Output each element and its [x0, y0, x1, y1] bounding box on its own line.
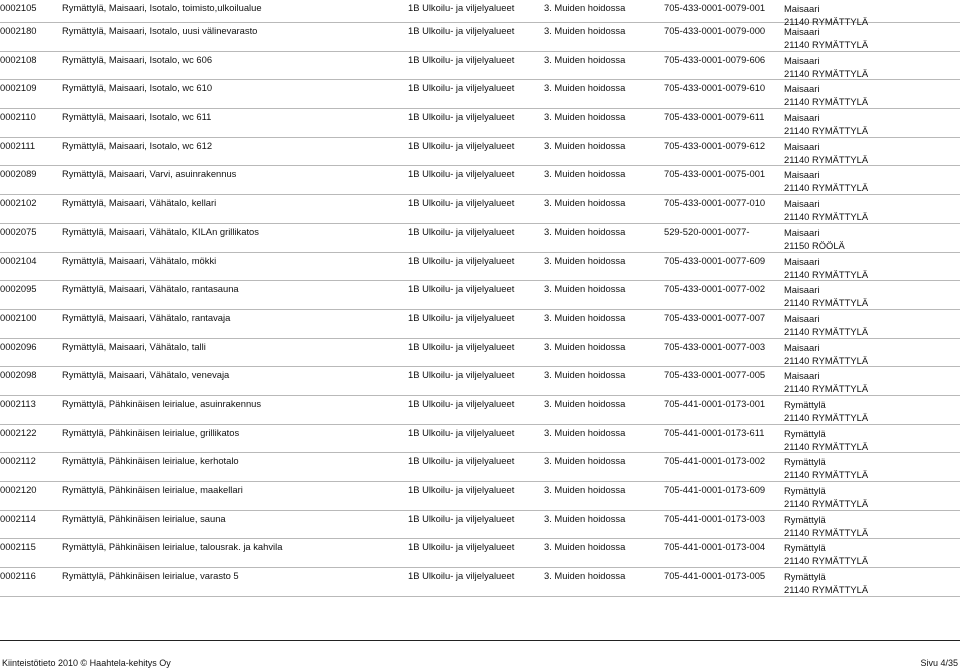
- property-code: 705-433-0001-0079-611: [664, 111, 765, 123]
- property-code: 705-433-0001-0079-610: [664, 82, 766, 94]
- property-class: 1B Ulkoilu- ja viljelyalueet: [408, 168, 515, 180]
- maintenance-status: 3. Muiden hoidossa: [544, 82, 626, 94]
- property-class: 1B Ulkoilu- ja viljelyalueet: [408, 369, 515, 381]
- maintenance-status: 3. Muiden hoidossa: [544, 283, 626, 295]
- table-row: [0, 425, 960, 454]
- property-code: 705-441-0001-0173-005: [664, 570, 766, 582]
- property-name: Rymättylä, Pähkinäisen leirialue, talousrak. ja kahvila: [62, 541, 283, 553]
- table-row: [0, 80, 960, 109]
- table-row: [0, 310, 960, 339]
- address-street: Rymättylä: [784, 427, 826, 439]
- table-row: [0, 195, 960, 224]
- property-code: 705-433-0001-0079-606: [664, 53, 766, 65]
- property-code: 705-441-0001-0173-611: [664, 426, 765, 438]
- maintenance-status: 3. Muiden hoidossa: [544, 311, 626, 323]
- property-class: 1B Ulkoilu- ja viljelyalueet: [408, 397, 515, 409]
- property-class: 1B Ulkoilu- ja viljelyalueet: [408, 570, 515, 582]
- property-code: 705-433-0001-0077-003: [664, 340, 766, 352]
- address-street: Maisaari: [784, 370, 820, 382]
- property-name: Rymättylä, Maisaari, Vähätalo, venevaja: [62, 369, 230, 381]
- property-class: 1B Ulkoilu- ja viljelyalueet: [408, 484, 515, 495]
- property-address: [784, 197, 868, 223]
- property-id: 0002180: [0, 25, 37, 36]
- address-street: Maisaari: [784, 3, 820, 14]
- table-row: [0, 166, 960, 195]
- property-address: [784, 54, 868, 80]
- property-class: 1B Ulkoilu- ja viljelyalueet: [408, 25, 515, 36]
- property-name: Rymättylä, Pähkinäisen leirialue, asuinrakennus: [62, 397, 262, 409]
- property-id: 0002115: [0, 541, 36, 553]
- table-row: [0, 23, 960, 52]
- property-id: 0002108: [0, 53, 37, 65]
- address-street: Maisaari: [784, 312, 820, 324]
- property-address: [784, 484, 868, 510]
- address-street: Maisaari: [784, 341, 820, 353]
- address-street: Rymättylä: [784, 485, 826, 496]
- address-street: Maisaari: [784, 169, 820, 181]
- address-street: Maisaari: [784, 140, 820, 152]
- property-address: [784, 398, 868, 424]
- address-postal: 21140 RYMÄTTYLÄ: [784, 440, 869, 452]
- property-address: [784, 341, 868, 367]
- maintenance-status: 3. Muiden hoidossa: [544, 512, 626, 524]
- address-postal: 21140 RYMÄTTYLÄ: [784, 211, 869, 223]
- property-id: 0002095: [0, 283, 37, 295]
- property-name: Rymättylä, Maisaari, Isotalo, wc 611: [62, 111, 212, 123]
- property-class: 1B Ulkoilu- ja viljelyalueet: [408, 455, 515, 467]
- table-row: [0, 539, 960, 568]
- property-id: 0002075: [0, 225, 37, 237]
- property-id: 0002110: [0, 111, 36, 123]
- maintenance-status: 3. Muiden hoidossa: [544, 139, 626, 151]
- property-address: [784, 111, 868, 137]
- table-row: [0, 339, 960, 368]
- property-name: Rymättylä, Maisaari, Varvi, asuinrakennus: [62, 168, 237, 180]
- address-postal: 21140 RYMÄTTYLÄ: [784, 297, 869, 309]
- maintenance-status: 3. Muiden hoidossa: [544, 369, 626, 381]
- address-street: Rymättylä: [784, 398, 826, 410]
- table-row: [0, 253, 960, 282]
- table-row: [0, 396, 960, 425]
- address-postal: 21140 RYMÄTTYLÄ: [784, 584, 869, 596]
- property-code: 705-433-0001-0079-001: [664, 2, 766, 13]
- maintenance-status: 3. Muiden hoidossa: [544, 426, 626, 438]
- address-street: Maisaari: [784, 255, 820, 267]
- property-code: 705-441-0001-0173-001: [664, 397, 766, 409]
- address-postal: 21140 RYMÄTTYLÄ: [784, 182, 869, 194]
- table-row: [0, 138, 960, 167]
- property-class: 1B Ulkoilu- ja viljelyalueet: [408, 139, 515, 151]
- maintenance-status: 3. Muiden hoidossa: [544, 397, 626, 409]
- property-class: 1B Ulkoilu- ja viljelyalueet: [408, 283, 515, 295]
- property-code: 705-433-0001-0077-002: [664, 283, 766, 295]
- property-code: 705-441-0001-0173-002: [664, 455, 766, 467]
- property-id: 0002114: [0, 512, 36, 524]
- property-address: [784, 140, 868, 166]
- property-class: 1B Ulkoilu- ja viljelyalueet: [408, 82, 515, 94]
- property-address: [784, 513, 868, 539]
- property-class: 1B Ulkoilu- ja viljelyalueet: [408, 197, 515, 209]
- property-address: [784, 168, 868, 194]
- property-id: 0002100: [0, 311, 37, 323]
- property-name: Rymättylä, Maisaari, Isotalo, toimisto,ulkoilualue: [62, 2, 262, 13]
- address-postal: 21140 RYMÄTTYLÄ: [784, 67, 869, 79]
- property-class: 1B Ulkoilu- ja viljelyalueet: [408, 225, 515, 237]
- address-postal: 21140 RYMÄTTYLÄ: [784, 16, 869, 27]
- property-id: 0002102: [0, 197, 37, 209]
- property-address: [784, 455, 868, 481]
- property-name: Rymättylä, Pähkinäisen leirialue, kerhotalo: [62, 455, 239, 467]
- maintenance-status: 3. Muiden hoidossa: [544, 111, 626, 123]
- address-postal: 21140 RYMÄTTYLÄ: [784, 325, 869, 337]
- footer-copyright: Kiinteistötieto 2010 © Haahtela-kehitys Oy: [2, 658, 171, 668]
- address-street: Maisaari: [784, 83, 820, 95]
- address-postal: 21140 RYMÄTTYLÄ: [784, 96, 869, 108]
- property-name: Rymättylä, Maisaari, Vähätalo, kellari: [62, 197, 217, 209]
- table-row: [0, 482, 960, 511]
- property-class: 1B Ulkoilu- ja viljelyalueet: [408, 340, 515, 352]
- property-code: 705-433-0001-0077-609: [664, 254, 766, 266]
- property-id: 0002112: [0, 455, 36, 467]
- property-class: 1B Ulkoilu- ja viljelyalueet: [408, 111, 515, 123]
- property-name: Rymättylä, Maisaari, Isotalo, wc 612: [62, 139, 213, 151]
- address-street: Rymättylä: [784, 542, 826, 554]
- property-id: 0002104: [0, 254, 37, 266]
- property-id: 0002105: [0, 2, 37, 13]
- page-number: Sivu 4/35: [920, 658, 958, 668]
- property-class: 1B Ulkoilu- ja viljelyalueet: [408, 311, 515, 323]
- property-class: 1B Ulkoilu- ja viljelyalueet: [408, 426, 515, 438]
- address-postal: 21140 RYMÄTTYLÄ: [784, 555, 869, 567]
- property-id: 0002109: [0, 82, 37, 94]
- maintenance-status: 3. Muiden hoidossa: [544, 455, 626, 467]
- property-class: 1B Ulkoilu- ja viljelyalueet: [408, 254, 515, 266]
- property-name: Rymättylä, Pähkinäisen leirialue, maakellari: [62, 484, 243, 495]
- property-class: 1B Ulkoilu- ja viljelyalueet: [408, 2, 515, 13]
- address-postal: 21140 RYMÄTTYLÄ: [784, 526, 869, 538]
- address-postal: 21140 RYMÄTTYLÄ: [784, 125, 869, 137]
- property-code: 529-520-0001-0077-: [664, 225, 750, 237]
- property-id: 0002098: [0, 369, 37, 381]
- table-row: [0, 453, 960, 482]
- property-id: 0002096: [0, 340, 37, 352]
- property-code: 705-433-0001-0077-010: [664, 197, 766, 209]
- property-name: Rymättylä, Maisaari, Isotalo, wc 610: [62, 82, 213, 94]
- property-name: Rymättylä, Pähkinäisen leirialue, grillikatos: [62, 426, 240, 438]
- maintenance-status: 3. Muiden hoidossa: [544, 541, 626, 553]
- property-code: 705-441-0001-0173-609: [664, 484, 766, 495]
- property-name: Rymättylä, Pähkinäisen leirialue, varasto 5: [62, 570, 239, 582]
- maintenance-status: 3. Muiden hoidossa: [544, 2, 626, 13]
- property-code: 705-433-0001-0075-001: [664, 168, 766, 180]
- property-code: 705-441-0001-0173-003: [664, 512, 766, 524]
- address-street: Maisaari: [784, 54, 820, 66]
- address-street: Rymättylä: [784, 571, 826, 583]
- address-street: Rymättylä: [784, 456, 826, 468]
- property-address: [784, 570, 868, 596]
- address-postal: 21140 RYMÄTTYLÄ: [784, 383, 869, 395]
- maintenance-status: 3. Muiden hoidossa: [544, 197, 626, 209]
- property-id: 0002120: [0, 484, 37, 495]
- property-name: Rymättylä, Maisaari, Vähätalo, mökki: [62, 254, 217, 266]
- maintenance-status: 3. Muiden hoidossa: [544, 225, 626, 237]
- property-address: [784, 283, 868, 309]
- table-row: [0, 511, 960, 540]
- property-code: 705-433-0001-0077-005: [664, 369, 766, 381]
- property-address: [784, 226, 845, 252]
- property-name: Rymättylä, Pähkinäisen leirialue, sauna: [62, 512, 226, 524]
- property-address: [784, 25, 868, 51]
- maintenance-status: 3. Muiden hoidossa: [544, 254, 626, 266]
- table-row: [0, 568, 960, 597]
- property-id: 0002116: [0, 570, 36, 582]
- property-code: 705-433-0001-0079-612: [664, 139, 766, 151]
- property-code: 705-441-0001-0173-004: [664, 541, 766, 553]
- property-id: 0002122: [0, 426, 37, 438]
- property-address: [784, 82, 868, 108]
- table-row: [0, 109, 960, 138]
- page-footer: [0, 640, 960, 668]
- address-postal: 21140 RYMÄTTYLÄ: [784, 268, 869, 280]
- property-id: 0002089: [0, 168, 37, 180]
- property-name: Rymättylä, Maisaari, Vähätalo, KILAn grillikatos: [62, 225, 259, 237]
- address-postal: 21140 RYMÄTTYLÄ: [784, 469, 869, 481]
- property-name: Rymättylä, Maisaari, Vähätalo, rantavaja: [62, 311, 231, 323]
- property-name: Rymättylä, Maisaari, Vähätalo, talli: [62, 340, 206, 352]
- address-postal: 21140 RYMÄTTYLÄ: [784, 411, 869, 423]
- property-address: [784, 541, 868, 567]
- maintenance-status: 3. Muiden hoidossa: [544, 340, 626, 352]
- property-address: [784, 312, 868, 338]
- maintenance-status: 3. Muiden hoidossa: [544, 570, 626, 582]
- address-street: Maisaari: [784, 226, 820, 238]
- address-postal: 21140 RYMÄTTYLÄ: [784, 354, 869, 366]
- property-class: 1B Ulkoilu- ja viljelyalueet: [408, 53, 515, 65]
- property-code: 705-433-0001-0077-007: [664, 311, 766, 323]
- property-name: Rymättylä, Maisaari, Isotalo, wc 606: [62, 53, 213, 65]
- address-postal: 21140 RYMÄTTYLÄ: [784, 498, 869, 509]
- property-address: [784, 369, 868, 395]
- address-street: Maisaari: [784, 198, 820, 210]
- property-class: 1B Ulkoilu- ja viljelyalueet: [408, 512, 515, 524]
- table-row: [0, 367, 960, 396]
- address-postal: 21140 RYMÄTTYLÄ: [784, 39, 869, 50]
- property-address: [784, 255, 868, 281]
- table-row: [0, 0, 960, 27]
- address-street: Maisaari: [784, 284, 820, 296]
- table-row: [0, 52, 960, 81]
- address-postal: 21140 RYMÄTTYLÄ: [784, 153, 869, 165]
- property-id: 0002111: [0, 139, 36, 151]
- property-name: Rymättylä, Maisaari, Vähätalo, rantasauna: [62, 283, 239, 295]
- address-street: Maisaari: [784, 26, 820, 37]
- table-row: [0, 281, 960, 310]
- maintenance-status: 3. Muiden hoidossa: [544, 484, 626, 495]
- property-name: Rymättylä, Maisaari, Isotalo, uusi välinevarasto: [62, 25, 258, 36]
- property-id: 0002113: [0, 397, 36, 409]
- maintenance-status: 3. Muiden hoidossa: [544, 53, 626, 65]
- maintenance-status: 3. Muiden hoidossa: [544, 168, 626, 180]
- property-address: [784, 427, 868, 453]
- property-class: 1B Ulkoilu- ja viljelyalueet: [408, 541, 515, 553]
- table-row: [0, 224, 960, 253]
- maintenance-status: 3. Muiden hoidossa: [544, 25, 626, 36]
- address-street: Rymättylä: [784, 513, 826, 525]
- address-postal: 21150 RÖÖLÄ: [784, 239, 845, 251]
- property-code: 705-433-0001-0079-000: [664, 25, 766, 36]
- address-street: Maisaari: [784, 112, 820, 124]
